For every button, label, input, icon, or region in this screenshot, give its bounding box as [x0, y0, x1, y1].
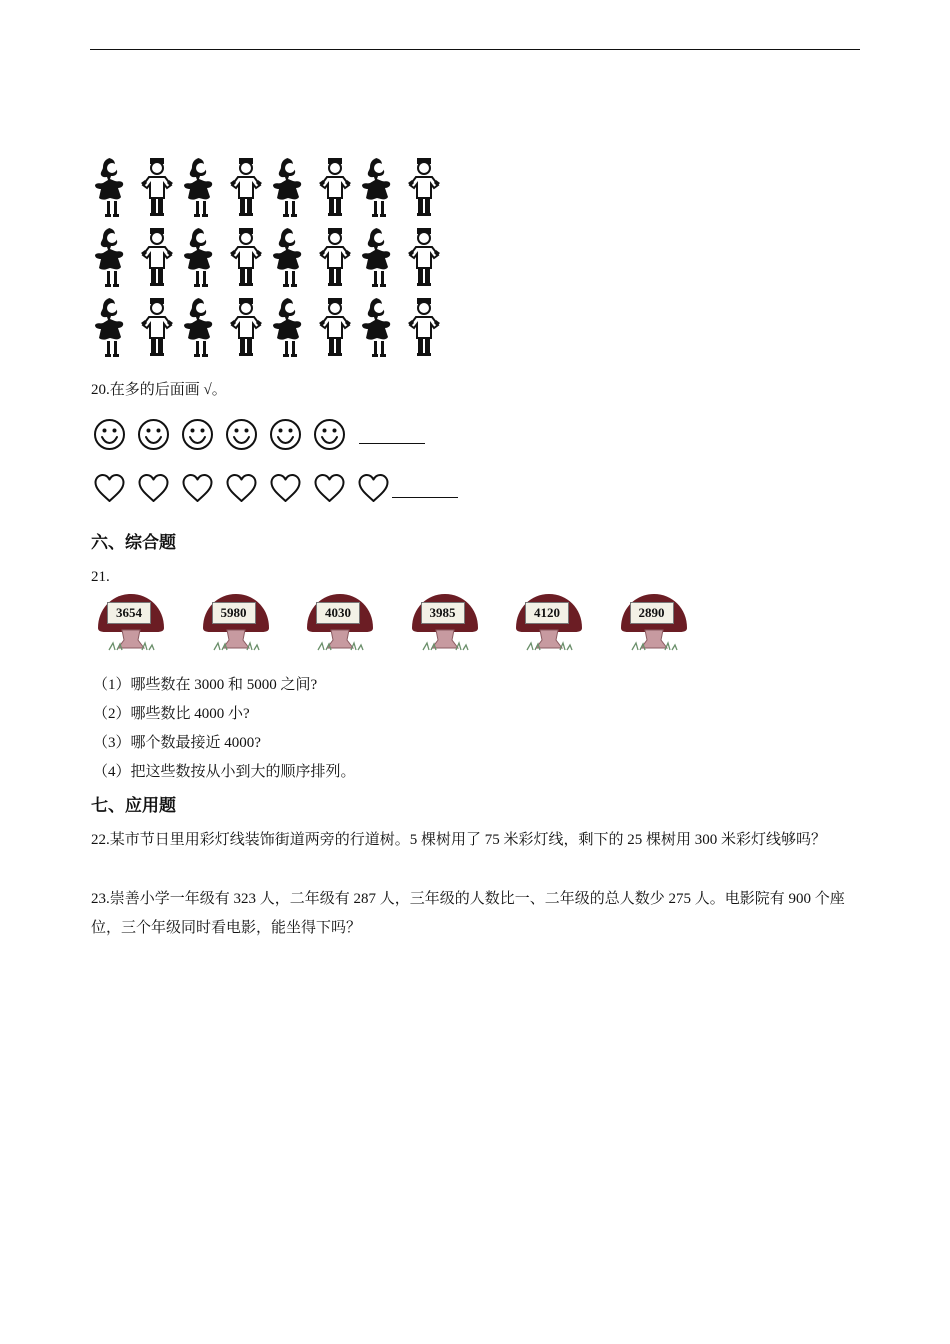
boy-figure-icon: [404, 295, 444, 359]
heart-icon: [137, 473, 170, 509]
smiley-icon: [181, 418, 214, 456]
mushroom-card: [409, 590, 481, 652]
q21-sub-2: （2）哪些数比 4000 小?: [93, 706, 250, 722]
boy-figure-icon: [404, 155, 444, 219]
girl-figure-icon: [270, 155, 310, 219]
heart-icon: [357, 473, 390, 509]
heart-row: [93, 473, 458, 509]
q22-text: 22.某市节日里用彩灯线装饰街道两旁的行道树。5 棵树用了 75 米彩灯线，剩下的 25 棵树用 300 米彩灯线够吗？: [91, 832, 827, 848]
answer-blank-heart[interactable]: [392, 485, 458, 498]
q21-sub-3: （3）哪个数最接近 4000?: [93, 735, 261, 751]
mushroom-number: 3985: [421, 602, 465, 624]
girl-figure-icon: [359, 295, 399, 359]
section-7-title: 七、应用题: [91, 796, 176, 815]
boy-figure-icon: [404, 225, 444, 289]
boy-figure-icon: [226, 225, 266, 289]
answer-blank-smiley[interactable]: [359, 431, 425, 444]
mushroom-number: 4120: [525, 602, 569, 624]
mushroom-card: [95, 590, 167, 652]
smiley-row: [93, 418, 425, 456]
boy-figure-icon: [137, 295, 177, 359]
q21-sub-4: （4）把这些数按从小到大的顺序排列。: [93, 764, 356, 780]
girl-figure-icon: [270, 225, 310, 289]
smiley-icon: [93, 418, 126, 456]
girl-figure-icon: [92, 155, 132, 219]
girl-figure-icon: [181, 295, 221, 359]
mushroom-number: 5980: [212, 602, 256, 624]
smiley-icon: [225, 418, 258, 456]
mushroom-number: 3654: [107, 602, 151, 624]
heart-icon: [181, 473, 214, 509]
girl-figure-icon: [181, 225, 221, 289]
boy-figure-icon: [226, 155, 266, 219]
mushroom-number: 4030: [316, 602, 360, 624]
girl-figure-icon: [270, 295, 310, 359]
boy-figure-icon: [137, 225, 177, 289]
smiley-icon: [269, 418, 302, 456]
boy-figure-icon: [315, 155, 355, 219]
heart-icon: [313, 473, 346, 509]
boy-figure-icon: [226, 295, 266, 359]
mushroom-row: [95, 590, 695, 654]
girl-figure-icon: [92, 295, 132, 359]
q23-text: 23.崇善小学一年级有 323 人，二年级有 287 人，三年级的人数比一、二年级的总人数少 275 人。电影院有 900 个座位，三个年级同时看电影，能坐得下吗？: [91, 891, 845, 936]
q20-prompt: 20.在多的后面画 √。: [91, 382, 227, 398]
q21-number: 21.: [91, 569, 110, 585]
smiley-icon: [137, 418, 170, 456]
mushroom-card: [513, 590, 585, 652]
girl-figure-icon: [359, 225, 399, 289]
girl-figure-icon: [359, 155, 399, 219]
children-illustration-grid: [92, 155, 452, 363]
boy-figure-icon: [315, 225, 355, 289]
heart-icon: [269, 473, 302, 509]
heart-icon: [225, 473, 258, 509]
boy-figure-icon: [137, 155, 177, 219]
header-rule: [90, 49, 860, 50]
section-6-title: 六、综合题: [91, 533, 176, 552]
mushroom-number: 2890: [630, 602, 674, 624]
q21-sub-1: （1）哪些数在 3000 和 5000 之间?: [93, 677, 318, 693]
boy-figure-icon: [315, 295, 355, 359]
girl-figure-icon: [181, 155, 221, 219]
mushroom-card: [618, 590, 690, 652]
mushroom-card: [304, 590, 376, 652]
smiley-icon: [313, 418, 346, 456]
heart-icon: [93, 473, 126, 509]
mushroom-card: [200, 590, 272, 652]
girl-figure-icon: [92, 225, 132, 289]
